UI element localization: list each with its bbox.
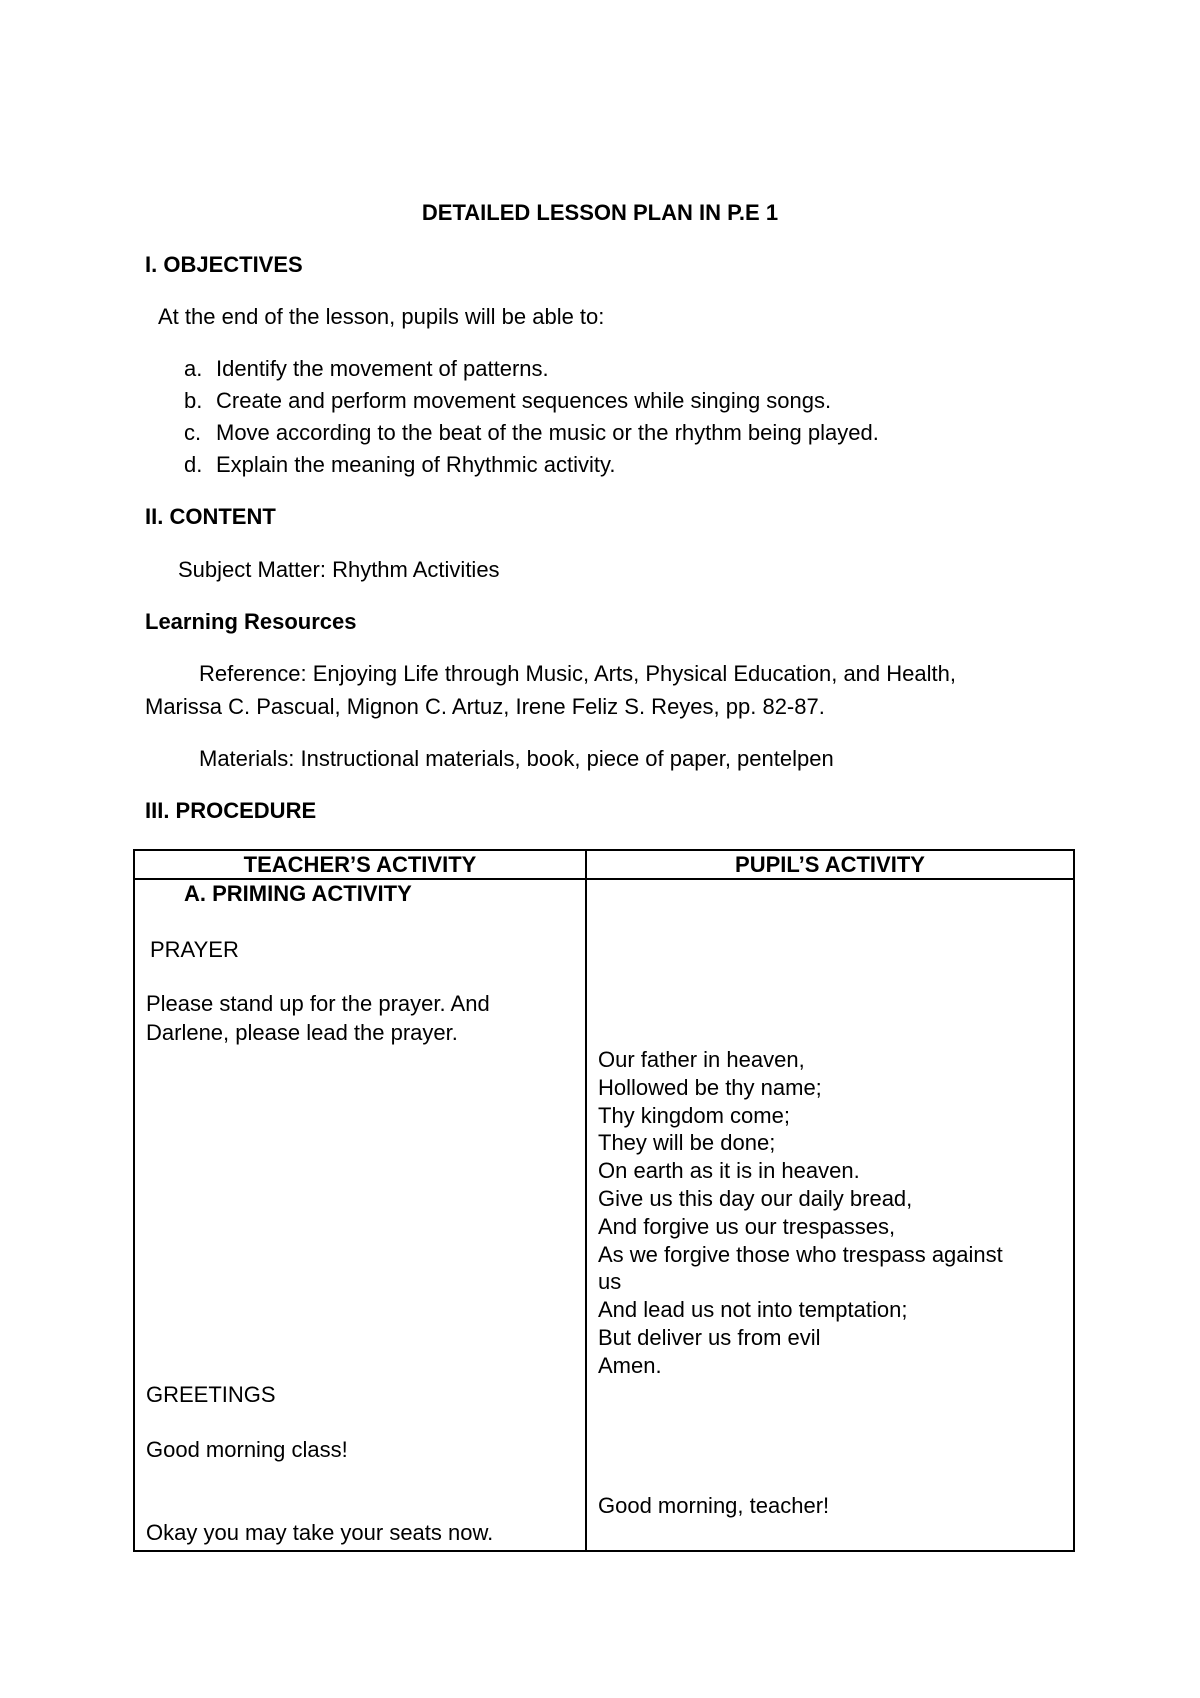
pupil-column-header: PUPIL’S ACTIVITY — [586, 850, 1074, 879]
list-item — [184, 452, 615, 478]
procedure-heading: III. PROCEDURE — [145, 798, 317, 823]
list-item-text: Explain the meaning of Rhythmic activity. — [216, 452, 616, 477]
prayer-line: Amen. — [598, 1352, 662, 1378]
list-item-text: Create and perform movement sequences while singing songs. — [216, 388, 832, 413]
learning-resources-heading: Learning Resources — [145, 609, 357, 634]
materials: Materials: Instructional materials, book, piece of paper, pentelpen — [199, 746, 834, 771]
prayer-line: And forgive us our trespasses, — [598, 1213, 896, 1239]
teacher-greeting: Good morning class! — [146, 1437, 348, 1462]
list-item — [184, 420, 879, 446]
prayer-line: But deliver us from evil — [598, 1324, 821, 1350]
content-heading: II. CONTENT — [145, 504, 276, 529]
list-marker: a. — [184, 356, 203, 381]
prayer-line: Hollowed be thy name; — [598, 1074, 822, 1100]
procedure-table — [133, 849, 1075, 1552]
list-marker: c. — [184, 420, 202, 445]
prayer-line: Give us this day our daily bread, — [598, 1185, 913, 1211]
prayer-instruction-line2: Darlene, please lead the prayer. — [146, 1020, 458, 1045]
teacher-activity-cell — [134, 879, 586, 1551]
subject-matter: Subject Matter: Rhythm Activities — [178, 557, 500, 582]
prayer-line: On earth as it is in heaven. — [598, 1158, 860, 1184]
prayer-line: And lead us not into temptation; — [598, 1297, 908, 1323]
reference-line1: Reference: Enjoying Life through Music, Arts, Physical Education, and Health, — [199, 661, 956, 686]
prayer-line: As we forgive those who trespass against — [598, 1241, 1003, 1267]
list-marker: b. — [184, 388, 203, 413]
list-item — [184, 356, 549, 382]
priming-activity-heading: A. PRIMING ACTIVITY — [184, 881, 412, 906]
reference-line2: Marissa C. Pascual, Mignon C. Artuz, Irene Feliz S. Reyes, pp. 82-87. — [145, 694, 825, 719]
take-seats-instruction: Okay you may take your seats now. — [146, 1520, 494, 1545]
objectives-heading: I. OBJECTIVES — [145, 252, 303, 277]
list-marker: d. — [184, 452, 203, 477]
prayer-line: They will be done; — [598, 1130, 776, 1156]
list-item-text: Identify the movement of patterns. — [216, 356, 549, 381]
prayer-line: Thy kingdom come; — [598, 1102, 790, 1128]
pupil-activity-cell — [586, 879, 1074, 1551]
page-title: DETAILED LESSON PLAN IN P.E 1 — [421, 200, 779, 225]
prayer-line: Our father in heaven, — [598, 1047, 805, 1072]
list-item-text: Move according to the beat of the music or the rhythm being played. — [216, 420, 879, 445]
objectives-intro: At the end of the lesson, pupils will be able to: — [158, 304, 605, 329]
prayer-label: PRAYER — [150, 937, 239, 962]
lords-prayer — [598, 1046, 1003, 1380]
greetings-label: GREETINGS — [146, 1382, 276, 1407]
prayer-instruction-line1: Please stand up for the prayer. And — [146, 991, 490, 1016]
prayer-line: us — [598, 1269, 622, 1295]
list-item — [184, 388, 831, 414]
teacher-column-header: TEACHER’S ACTIVITY — [134, 850, 586, 879]
pupil-greeting-reply: Good morning, teacher! — [598, 1493, 830, 1518]
